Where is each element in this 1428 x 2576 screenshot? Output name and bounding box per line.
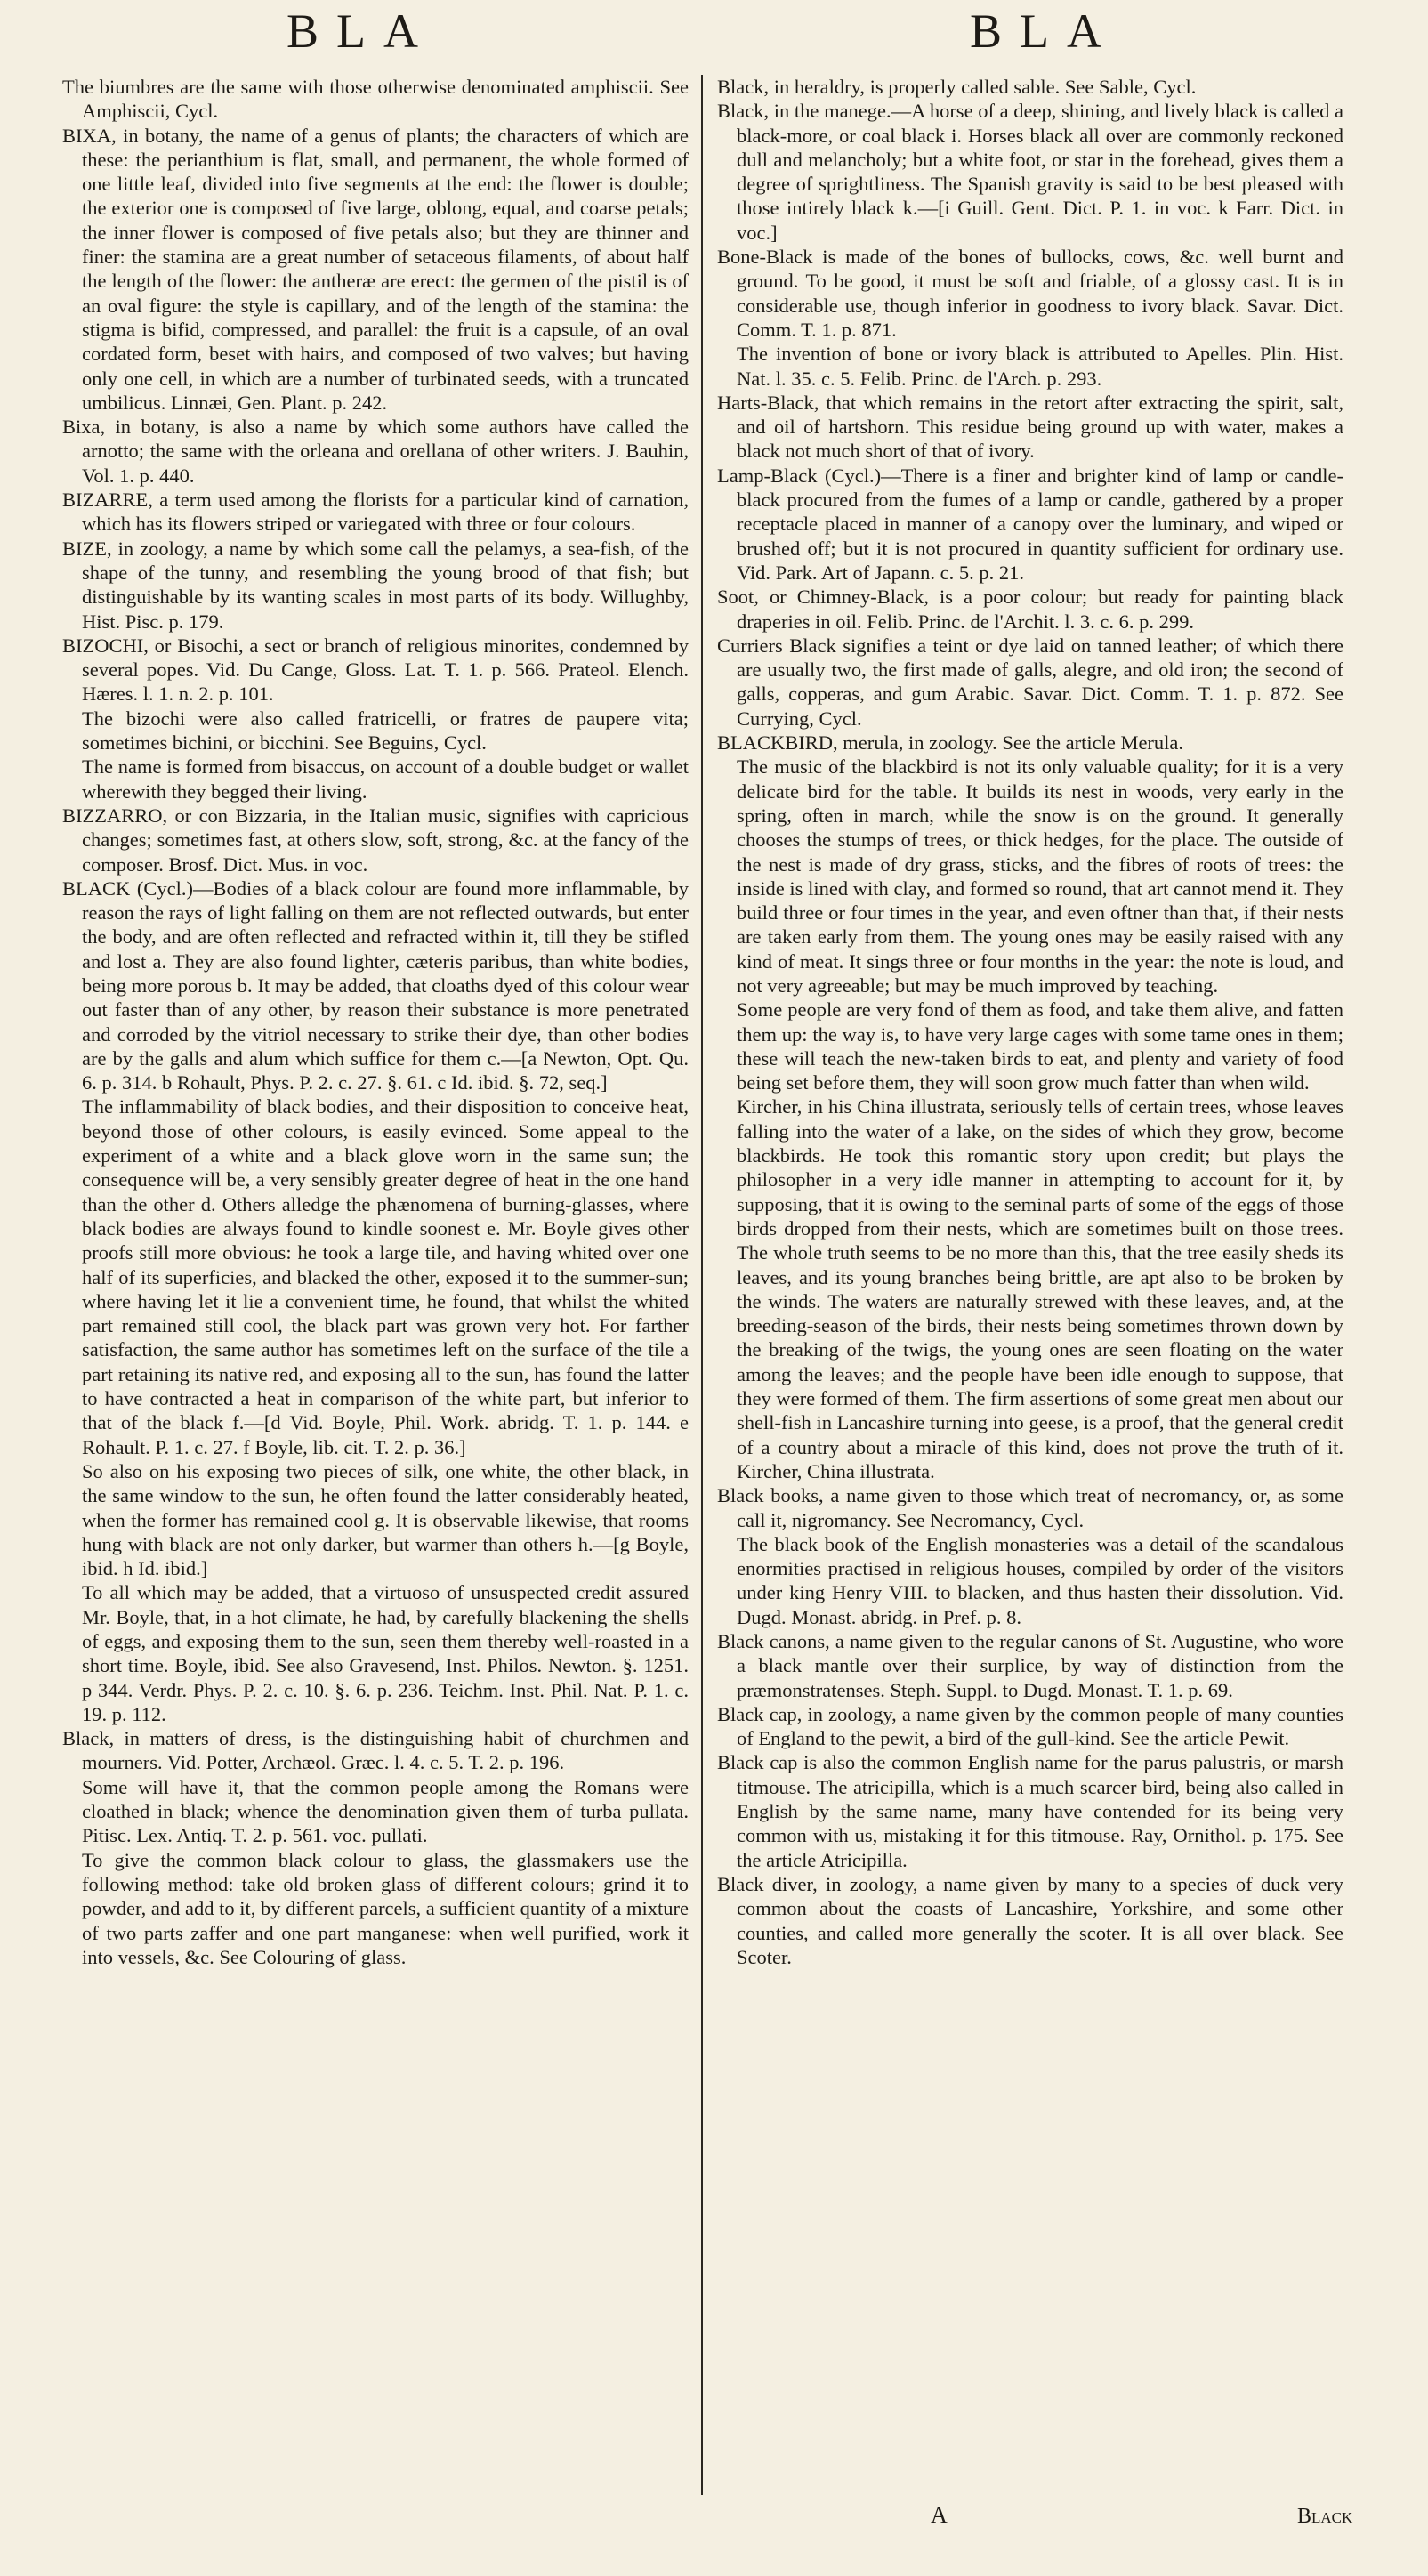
dictionary-entry: Black, in heraldry, is properly called sable. See Sable, Cycl. xyxy=(717,76,1197,98)
dictionary-entry: BIZOCHI, or Bisochi, a sect or branch of religious minorites, condemned by several popes. Vid. Du Cange, Gloss. Lat. T. 1. p. 566. Prateol. Elench. Hæres. l. 1. n. 2. p. 101. xyxy=(62,634,689,706)
dictionary-entry: Harts-Black, that which remains in the retort after extracting the spirit, salt, and oil of hartshorn. This residue being ground up with water, makes a black not much short of that of ivory. xyxy=(717,391,1343,463)
column-divider xyxy=(701,75,703,2495)
running-head-left: BLA xyxy=(286,4,436,58)
dictionary-entry: BIZZARRO, or con Bizzaria, in the Italian music, signifies with capricious changes; sometimes fast, at others slow, soft, strong, &c. at the fancy of the composer. Brosf. Dict. Mus. in voc. xyxy=(62,803,689,876)
entry-paragraph: The name is formed from bisaccus, on account of a double budget or wallet wherewith they begged their living. xyxy=(82,755,689,803)
dictionary-entry: Bone-Black is made of the bones of bullocks, cows, &c. well burnt and ground. To be good, it must be soft and friable, of a glossy cast. It is in considerable use, though inferior in goodness to ivory black. Savar. Dict. Comm. T. 1. p. 871. xyxy=(717,246,1343,341)
right-column xyxy=(717,75,1343,1969)
dictionary-entry: BLACK (Cycl.)—Bodies of a black colour are found more inflammable, by reason the rays of light falling on them are not reflected outwards, but enter the body, and are often reflected and refracted within it, till they be stifled and lost a. They are also found lighter, cæteris paribus, than white bodies, being more porous b. It may be added, that cloaths dyed of this colour wear out faster than of any other, by reason their substance is more penetrated and corroded by the vitriol necessary to strike their dye, than other bodies are by the galls and alum which suffice for them c.—[a Newton, Opt. Qu. 6. p. 314. b Rohault, Phys. P. 2. c. 27. §. 61. c Id. ibid. §. 72, seq.] xyxy=(62,876,689,1094)
entry-paragraph: The inflammability of black bodies, and their disposition to conceive heat, beyond those of other colours, is easily evinced. Some appeal to the experiment of a white and a black glove worn in the same sun; the consequence will be, a very sensibly greater degree of heat in the one hand than the other d. Others alledge the phænomena of burning-glasses, where black bodies are always found to kindle soonest e. Mr. Boyle gives other proofs still more obvious: he took a large tile, and having whited over one half of its superficies, and blacked the other, exposed it to the summer-sun; where having let it lie a convenient time, he found, that whilst the whited part remained still cool, the black part was grown very hot. For farther satisfaction, the same author has sometimes left on the surface of the tile a part retaining its native red, and exposing all to the sun, has found the latter to have contracted a heat in comparison of the white part, but inferior to that of the black f.—[d Vid. Boyle, Phil. Work. abridg. T. 1. p. 144. e Rohault. P. 1. c. 27. f Boyle, lib. cit. T. 2. p. 36.] xyxy=(82,1095,689,1458)
signature-mark: A xyxy=(931,2502,948,2528)
dictionary-entry: Black canons, a name given to the regular canons of St. Augustine, who wore a black mantle over their surplice, by way of distinction from the præmonstratenses. Steph. Suppl. to Dugd. Monast. T. 1. p. 69. xyxy=(717,1630,1343,1701)
dictionary-entry: BIZARRE, a term used among the florists for a particular kind of carnation, which has its flowers striped or variegated with three or four colours. xyxy=(62,489,689,536)
entry-paragraph: The music of the blackbird is not its only valuable quality; for it is a very delicate bird for the table. It builds its nest in woods, very early in the spring, often in march, while the snow is on the ground. It generally chooses the stumps of trees, or thick hedges, for the place. The outside of the nest is made of dry grass, sticks, and the fibres of roots of trees: the inside is lined with clay, and formed so round, that art cannot mend it. They build three or four times in the year, and even oftner than that, if their nests are taken early from them. The young ones may be easily raised with any kind of meat. It sings three or four months in the year: the note is loud, and not very agreeable; but may be much improved by teaching. xyxy=(737,755,1343,997)
running-head-right: BLA xyxy=(970,4,1119,58)
left-column xyxy=(62,75,689,1969)
entry-paragraph: Some people are very fond of them as food, and take them alive, and fatten them up: the way is, to have very large cages with some tame ones in them; these will teach the new-taken birds to eat, and plenty and variety of food being set before them, they will soon grow much fatter than when wild. xyxy=(737,998,1343,1094)
page-header xyxy=(0,0,1428,62)
entry-paragraph: So also on his exposing two pieces of silk, one white, the other black, in the same window to the sun, he often found the latter considerably heated, when the former has remained cool g. It is observable likewise, that rooms hung with black are not only darker, but warmer than others h.—[g Boyle, ibid. h Id. ibid.] xyxy=(82,1459,689,1580)
dictionary-entry: The biumbres are the same with those otherwise denominated amphiscii. See Amphiscii, Cycl. xyxy=(62,76,689,123)
dictionary-entry: BIXA, in botany, the name of a genus of plants; the characters of which are these: the perianthium is flat, small, and permanent, the whole formed of one little leaf, divided into five segments at the end: the flower is double; the exterior one is composed of five large, oblong, equal, and coarse petals; the inner flower is composed of five petals also; but they are thinner and finer: the stamina are a great number of setaceous filaments, of about half the length of the flower: the antheræ are erect: the germen of the pistil is of an oval figure: the style is capillary, and of the length of the stamina: the stigma is bifid, compressed, and parallel: the fruit is a capsule, of an oval cordated form, beset with hairs, and composed of two valves; but having only one cell, in which are a number of turbinated seeds, with a truncated umbilicus. Linnæi, Gen. Plant. p. 242. xyxy=(62,124,689,414)
dictionary-entry: Black, in the manege.—A horse of a deep, shining, and lively black is called a black-more, or coal black i. Horses black all over are commonly reckoned dull and melancholy; but a white foot, or star in the forehead, gives them a degree of sprightliness. The Spanish gravity is said to be best pleased with those intirely black k.—[i Guill. Gent. Dict. P. 1. in voc. k Farr. Dict. in voc.] xyxy=(717,100,1343,244)
dictionary-entry: Bixa, in botany, is also a name by which some authors have called the arnotto; the same with the orleana and orellana of other writers. J. Bauhin, Vol. 1. p. 440. xyxy=(62,416,689,487)
dictionary-entry: Lamp-Black (Cycl.)—There is a finer and brighter kind of lamp or candle-black procured from the fumes of a lamp or candle, gathered by a proper receptacle placed in manner of a canopy over the luminary, and wiped or brushed off; but it is not procured in quantity sufficient for ordinary use. Vid. Park. Art of Japann. c. 5. p. 21. xyxy=(717,464,1343,584)
dictionary-entry: Black, in matters of dress, is the distinguishing habit of churchmen and mourners. Vid. Potter, Archæol. Græc. l. 4. c. 5. T. 2. p. 196. xyxy=(62,1727,689,1774)
dictionary-entry: Soot, or Chimney-Black, is a poor colour; but ready for painting black draperies in oil. Felib. Princ. de l'Archit. l. 3. c. 6. p. 299. xyxy=(717,585,1343,633)
dictionary-entry: BLACKBIRD, merula, in zoology. See the article Merula. xyxy=(717,731,1184,755)
dictionary-entry: Black diver, in zoology, a name given by many to a species of duck very common about the coasts of Lancashire, Yorkshire, and some other counties, and called more generally the scoter. It is all over black. See Scoter. xyxy=(717,1872,1343,1968)
dictionary-entry: Black cap, in zoology, a name given by the common people of many counties of England to the pewit, a bird of the gull-kind. See the article Pewit. xyxy=(717,1702,1343,1750)
entry-paragraph: To give the common black colour to glass, the glassmakers use the following method: take old broken glass of different colours; grind it to powder, and add to it, by different parcels, a sufficient quantity of a mixture of two parts zaffer and one part manganese: when well purified, work it into vessels, &c. See Colouring of glass. xyxy=(82,1848,689,1968)
dictionary-entry: BIZE, in zoology, a name by which some call the pelamys, a sea-fish, of the shape of the tunny, and resembling the young brood of that fish; but distinguishable by its wanting scales in most parts of its body. Willughby, Hist. Pisc. p. 179. xyxy=(62,537,689,633)
catchword: Black xyxy=(1297,2505,1353,2528)
entry-paragraph: The black book of the English monasteries was a detail of the scandalous enormities practised in religious houses, compiled by order of the visitors under king Henry VIII. to blacken, and thus hasten their dissolution. Vid. Dugd. Monast. abridg. in Pref. p. 8. xyxy=(737,1532,1343,1628)
entry-paragraph: Some will have it, that the common people among the Romans were cloathed in black; whence the denomination given them of turba pullata. Pitisc. Lex. Antiq. T. 2. p. 561. voc. pullati. xyxy=(82,1775,689,1847)
entry-paragraph: The invention of bone or ivory black is attributed to Apelles. Plin. Hist. Nat. l. 35. c. 5. Felib. Princ. de l'Arch. p. 293. xyxy=(737,343,1343,390)
entry-paragraph: Kircher, in his China illustrata, seriously tells of certain trees, whose leaves falling into the water of a lake, on the sides of which they grow, become blackbirds. He took this romantic story upon credit; but plays the philosopher in a very idle manner in attempting to account for it, by supposing, that it is owing to the seminal parts of some of the eggs of those birds dropped from their nests, which are sometimes built on those trees. The whole truth seems to be no more than this, that the tree easily sheds its leaves, and its young branches being brittle, are apt also to be broken by the winds. The waters are naturally strewed with these leaves, and, at the breeding-season of the birds, their nests being sometimes thrown down by the breaking of the twigs, the young ones are seen floating on the water among the leaves; and the people have been idle enough to suppose, that they were formed of them. The firm assertions of some great men about our shell-fish in Lancashire turning into geese, is a proof, that the general credit of a country about a miracle of this kind, does not prove the truth of it. Kircher, China illustrata. xyxy=(737,1095,1343,1482)
dictionary-entry: Curriers Black signifies a teint or dye laid on tanned leather; of which there are usually two, the first made of galls, alegre, and old iron; the second of galls, copperas, and gum Arabic. Savar. Dict. Comm. T. 1. p. 872. See Currying, Cycl. xyxy=(717,634,1343,730)
entry-paragraph: The bizochi were also called fratricelli, or fratres de paupere vita; sometimes bichini, or bicchini. See Beguins, Cycl. xyxy=(82,707,689,755)
entry-paragraph: To all which may be added, that a virtuoso of unsuspected credit assured Mr. Boyle, that, in a hot climate, he had, by carefully blackening the shells of eggs, and exposing them to the sun, seen them thereby well-roasted in a short time. Boyle, ibid. See also Gravesend, Inst. Philos. Newton. §. 1251. p 344. Verdr. Phys. P. 2. c. 10. §. 6. p. 236. Teichm. Inst. Phil. Nat. P. 1. c. 19. p. 112. xyxy=(82,1581,689,1725)
dictionary-entry: Black books, a name given to those which treat of necromancy, or, as some call it, nigromancy. See Necromancy, Cycl. xyxy=(717,1484,1343,1531)
dictionary-entry: Black cap is also the common English name for the parus palustris, or marsh titmouse. The atricipilla, which is a much scarcer bird, being also called in English by the same name, many have contended for its being very common with us, mistaking it for this titmouse. Ray, Ornithol. p. 175. See the article Atricipilla. xyxy=(717,1751,1343,1871)
